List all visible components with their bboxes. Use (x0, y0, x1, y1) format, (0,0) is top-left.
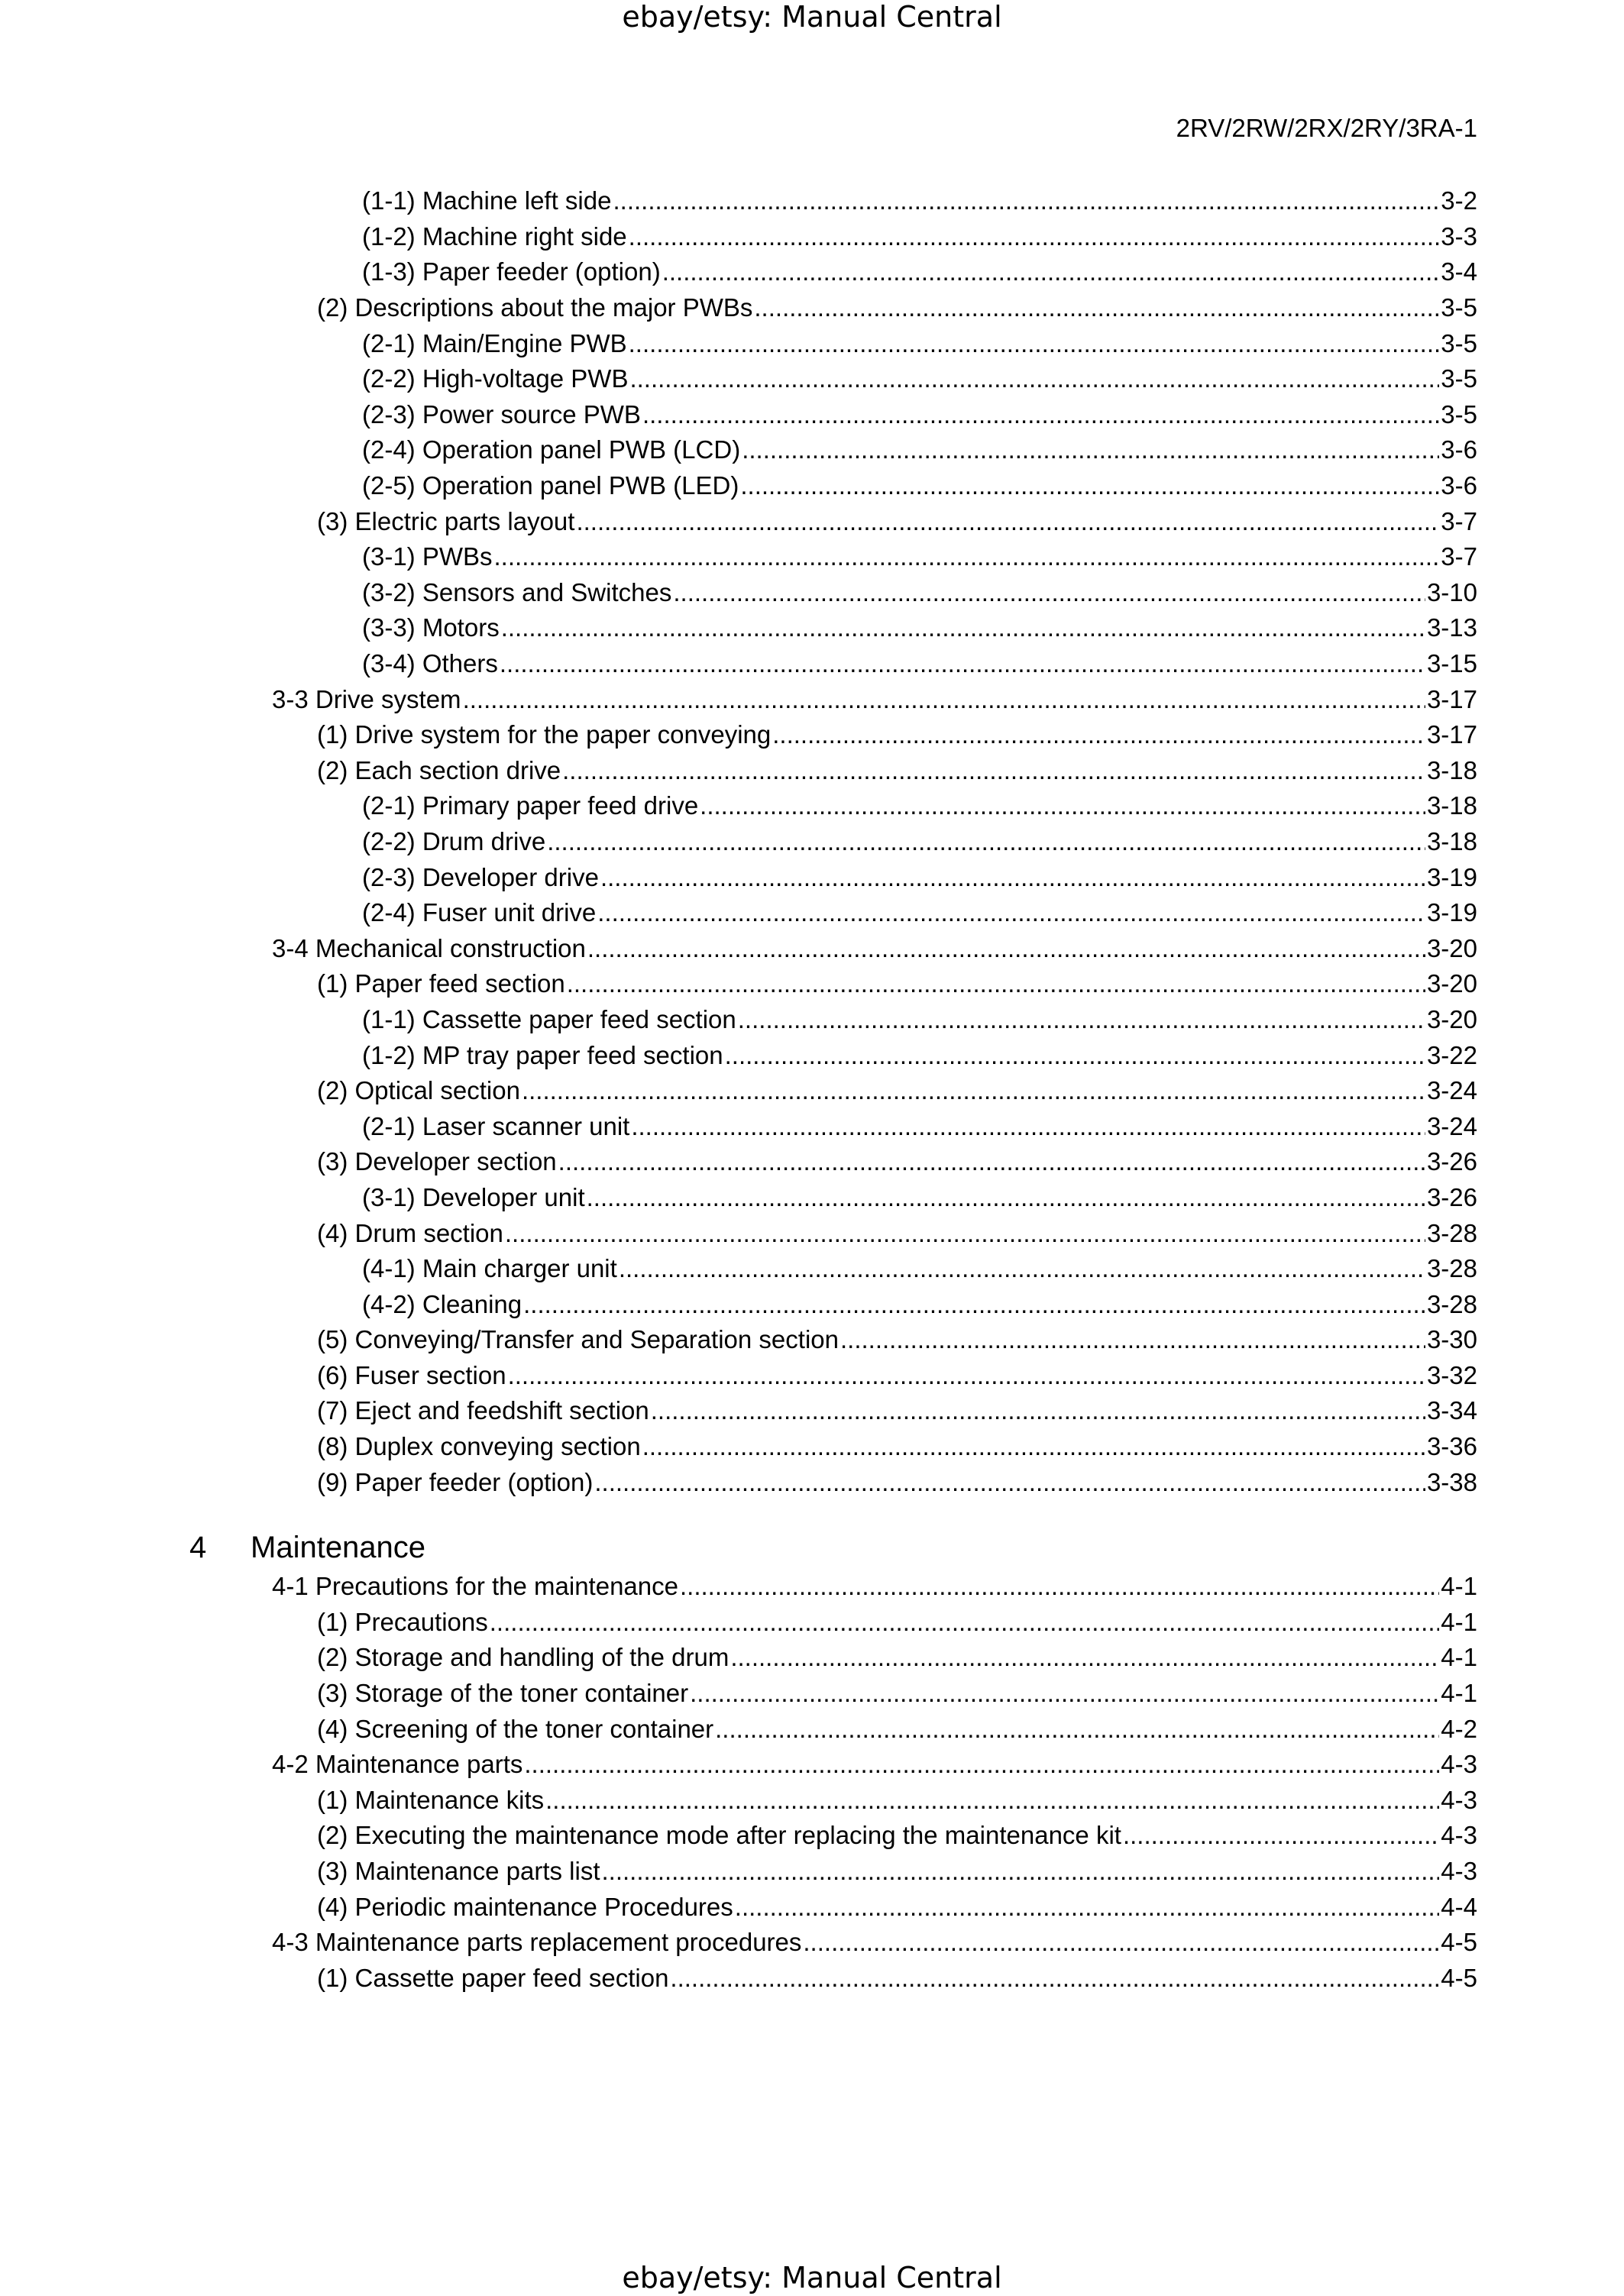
toc-entry (0, 1783, 1624, 1819)
toc-entry-page: 3-20 (1426, 933, 1477, 962)
toc-entry (0, 1358, 1624, 1394)
dot-leader (558, 1146, 1425, 1177)
dot-leader (629, 222, 1440, 252)
toc-entry-page: 3-32 (1426, 1360, 1477, 1389)
toc-entry-title: (4) Periodic maintenance Procedures (317, 1892, 733, 1921)
dot-leader (587, 933, 1425, 964)
toc-entry-page: 3-5 (1441, 364, 1477, 393)
toc-entry-title: (4-2) Cleaning (362, 1289, 522, 1318)
toc-entry-page: 4-3 (1441, 1785, 1477, 1814)
toc-entry-title: (2-1) Laser scanner unit (362, 1111, 630, 1140)
toc-entry (0, 966, 1624, 1002)
toc-entry-title: 4-2 Maintenance parts (272, 1750, 523, 1779)
toc-entry-title: (1) Drive system for the paper conveying (317, 720, 772, 749)
toc-entry-title: 3-4 Mechanical construction (272, 933, 586, 962)
toc-entry-title: (3-3) Motors (362, 613, 500, 642)
toc-entry-title: (8) Duplex conveying section (317, 1432, 641, 1461)
toc-entry-page: 4-2 (1441, 1714, 1477, 1743)
dot-leader (642, 399, 1439, 430)
toc-entry (0, 824, 1624, 860)
toc-entry (0, 361, 1624, 397)
toc-entry-page: 3-13 (1426, 613, 1477, 642)
toc-entry-title: (6) Fuser section (317, 1360, 506, 1389)
dot-leader (587, 1182, 1425, 1213)
toc-entry-title: (3-4) Others (362, 649, 498, 678)
toc-entry (0, 468, 1624, 504)
chapter-heading (0, 1526, 1624, 1569)
chapter-title: Maintenance (251, 1530, 426, 1564)
toc-entry (0, 1747, 1624, 1783)
toc-entry (0, 717, 1624, 753)
dot-leader (602, 1856, 1440, 1887)
toc-entry-title: (1-1) Cassette paper feed section (362, 1004, 736, 1033)
toc-entry (0, 219, 1624, 255)
toc-entry-page: 3-30 (1426, 1325, 1477, 1354)
dot-leader (840, 1324, 1425, 1355)
toc-entry-page: 4-1 (1441, 1679, 1477, 1708)
toc-entry-page: 4-5 (1441, 1928, 1477, 1957)
toc-entry-title: (2) Storage and handling of the drum (317, 1643, 730, 1672)
dot-leader (642, 1431, 1425, 1462)
toc-entry-page: 3-26 (1426, 1182, 1477, 1211)
toc-entry-title: (2-4) Operation panel PWB (LCD) (362, 435, 741, 464)
toc-entry-page: 3-22 (1426, 1040, 1477, 1069)
toc-entry (0, 539, 1624, 575)
toc-entry-page: 3-15 (1426, 649, 1477, 678)
toc-entry-page: 3-18 (1426, 826, 1477, 855)
toc-entry-title: (2) Each section drive (317, 755, 561, 784)
toc-entry (0, 1393, 1624, 1429)
toc-entry (0, 1889, 1624, 1925)
toc-entry-page: 3-20 (1426, 1004, 1477, 1033)
toc-entry-page: 3-18 (1426, 755, 1477, 784)
toc-entry-title: (9) Paper feeder (option) (317, 1467, 594, 1496)
toc-entry (0, 1605, 1624, 1641)
dot-leader (501, 613, 1425, 643)
toc-entry-title: (2-2) Drum drive (362, 826, 546, 855)
toc-entry-page: 3-7 (1441, 542, 1477, 571)
toc-entry (0, 1569, 1624, 1605)
toc-entry-page: 3-28 (1426, 1254, 1477, 1283)
toc-entry (0, 1251, 1624, 1287)
dot-leader (463, 684, 1425, 715)
dot-leader (600, 862, 1425, 893)
toc-entry (0, 183, 1624, 219)
toc-entry (0, 1429, 1624, 1465)
toc-entry-title: (1-1) Machine left side (362, 186, 612, 215)
toc-entry-page: 3-28 (1426, 1218, 1477, 1247)
toc-entry-title: (2) Executing the maintenance mode after replacing the maintenance kit (317, 1821, 1121, 1850)
toc-entry (0, 432, 1624, 468)
toc-entry-page: 3-28 (1426, 1289, 1477, 1318)
toc-entry-title: (2-1) Main/Engine PWB (362, 328, 627, 357)
toc-entry (0, 859, 1624, 895)
toc-entry-page: 4-3 (1441, 1821, 1477, 1850)
toc-entry (0, 646, 1624, 682)
dot-leader (651, 1395, 1425, 1426)
toc-entry (0, 503, 1624, 539)
watermark-top: ebay/etsy: Manual Central (622, 0, 1002, 34)
toc-entry (0, 1037, 1624, 1073)
toc-entry-title: (2-3) Power source PWB (362, 399, 641, 428)
toc-entry (0, 1925, 1624, 1961)
toc-entry-title: (1) Cassette paper feed section (317, 1963, 669, 1992)
toc-section-4-entries (0, 1569, 1624, 1996)
dot-leader (500, 648, 1425, 679)
toc-entry-page: 3-5 (1441, 399, 1477, 428)
toc-entry-page: 3-34 (1426, 1396, 1477, 1425)
dot-leader (619, 1253, 1425, 1284)
toc-entry-title: (2-3) Developer drive (362, 862, 599, 891)
toc-entry (0, 895, 1624, 931)
toc-entry-title: (3-1) Developer unit (362, 1182, 585, 1211)
toc-entry-title: (1-3) Paper feeder (option) (362, 257, 661, 286)
toc-entry-page: 3-6 (1441, 435, 1477, 464)
dot-leader (670, 1963, 1439, 1994)
dot-leader (524, 1749, 1439, 1780)
toc-entry-title: (2-5) Operation panel PWB (LED) (362, 471, 739, 500)
dot-leader (508, 1360, 1425, 1391)
toc-entry-title: (3-1) PWBs (362, 542, 493, 571)
toc-entry (0, 930, 1624, 966)
toc-entry-title: (2-2) High-voltage PWB (362, 364, 629, 393)
dot-leader (613, 186, 1439, 216)
toc-entry-page: 3-10 (1426, 577, 1477, 606)
toc-entry-page: 4-1 (1441, 1572, 1477, 1601)
toc-entry-page: 3-19 (1426, 898, 1477, 927)
dot-leader (690, 1678, 1439, 1709)
dot-leader (629, 364, 1439, 394)
toc-entry-title: (1) Maintenance kits (317, 1785, 545, 1814)
toc-entry (0, 290, 1624, 326)
toc-entry-page: 3-17 (1426, 684, 1477, 713)
chapter-number: 4 (189, 1530, 207, 1564)
toc-entry (0, 254, 1624, 290)
toc-entry-page: 3-26 (1426, 1147, 1477, 1176)
dot-leader (740, 471, 1439, 501)
toc-entry-title: (4) Screening of the toner container (317, 1714, 714, 1743)
toc-entry-title: (4) Drum section (317, 1218, 503, 1247)
toc-entry-title: (4-1) Main charger unit (362, 1254, 617, 1283)
dot-leader (490, 1607, 1440, 1638)
toc-entry (0, 1073, 1624, 1109)
toc-entry (0, 1180, 1624, 1216)
toc-entry-title: (2-4) Fuser unit drive (362, 898, 597, 927)
dot-leader (700, 791, 1425, 821)
toc-entry (0, 1144, 1624, 1180)
dot-leader (715, 1714, 1439, 1745)
toc-entry-page: 3-17 (1426, 720, 1477, 749)
toc-entry-page: 4-1 (1441, 1643, 1477, 1672)
toc-entry-title: 4-3 Maintenance parts replacement procedures (272, 1928, 802, 1957)
toc-entry (0, 1464, 1624, 1500)
toc-entry-page: 3-3 (1441, 222, 1477, 251)
toc-entry (0, 397, 1624, 433)
toc-entry-page: 3-36 (1426, 1432, 1477, 1461)
dot-leader (631, 1111, 1425, 1142)
dot-leader (505, 1218, 1425, 1249)
dot-leader (754, 293, 1439, 323)
toc-entry-title: (5) Conveying/Transfer and Separation section (317, 1325, 839, 1354)
dot-leader (725, 1040, 1425, 1071)
toc-entry-title: (3) Electric parts layout (317, 506, 575, 535)
toc-entry-page: 3-4 (1441, 257, 1477, 286)
toc-entry (0, 1961, 1624, 1997)
dot-leader (597, 897, 1425, 928)
toc-entry (0, 1002, 1624, 1038)
toc-entry-title: (1) Precautions (317, 1607, 488, 1636)
toc-entry-page: 4-4 (1441, 1892, 1477, 1921)
dot-leader (772, 720, 1425, 750)
toc-entry (0, 1108, 1624, 1144)
toc-entry-title: (3-2) Sensors and Switches (362, 577, 672, 606)
toc-entry (0, 325, 1624, 361)
toc-entry-title: (2) Optical section (317, 1076, 520, 1105)
toc-entry-title: (3) Storage of the toner container (317, 1679, 689, 1708)
dot-leader (803, 1927, 1439, 1958)
toc-entry (0, 681, 1624, 717)
watermark-bottom: ebay/etsy: Manual Central (622, 2261, 1002, 2294)
dot-leader (523, 1289, 1425, 1320)
toc-entry (0, 1676, 1624, 1712)
toc-entry-title: (7) Eject and feedshift section (317, 1396, 649, 1425)
toc-entry-page: 4-5 (1441, 1963, 1477, 1992)
toc-entry-page: 4-3 (1441, 1750, 1477, 1779)
toc-entry (0, 1215, 1624, 1251)
toc-entry-page: 3-24 (1426, 1111, 1477, 1140)
dot-leader (673, 577, 1425, 608)
dot-leader (742, 435, 1439, 465)
toc-entry-title: (1-2) MP tray paper feed section (362, 1040, 723, 1069)
toc-entry-title: (1-2) Machine right side (362, 222, 627, 251)
dot-leader (567, 969, 1425, 999)
dot-leader (1123, 1820, 1439, 1851)
toc-entry (0, 1322, 1624, 1358)
toc-entry-page: 3-38 (1426, 1467, 1477, 1496)
toc-entry-title: 3-3 Drive system (272, 684, 461, 713)
toc-entry-title: (1) Paper feed section (317, 969, 565, 998)
toc-entry-page: 3-5 (1441, 328, 1477, 357)
toc-entry-page: 3-7 (1441, 506, 1477, 535)
dot-leader (680, 1571, 1439, 1602)
table-of-contents (0, 183, 1624, 1996)
toc-entry-page: 3-5 (1441, 293, 1477, 322)
dot-leader (547, 826, 1425, 857)
toc-entry (0, 753, 1624, 789)
toc-entry-title: (2-1) Primary paper feed drive (362, 791, 699, 820)
toc-entry (0, 1640, 1624, 1676)
toc-entry-page: 4-3 (1441, 1857, 1477, 1886)
toc-entry-page: 3-19 (1426, 862, 1477, 891)
toc-entry-page: 3-2 (1441, 186, 1477, 215)
dot-leader (522, 1075, 1425, 1106)
dot-leader (545, 1785, 1439, 1816)
toc-entry-page: 3-6 (1441, 471, 1477, 500)
toc-entry (0, 788, 1624, 824)
toc-entry-page: 3-24 (1426, 1076, 1477, 1105)
dot-leader (738, 1004, 1425, 1035)
toc-entry-page: 3-20 (1426, 969, 1477, 998)
toc-entry-title: (3) Maintenance parts list (317, 1857, 600, 1886)
dot-leader (629, 328, 1440, 359)
document-code: 2RV/2RW/2RX/2RY/3RA-1 (1176, 114, 1477, 142)
toc-entry (0, 1711, 1624, 1747)
toc-section-3-entries (0, 183, 1624, 1500)
toc-entry-page: 4-1 (1441, 1607, 1477, 1636)
toc-entry-page: 3-18 (1426, 791, 1477, 820)
dot-leader (494, 542, 1440, 572)
toc-entry-title: 4-1 Precautions for the maintenance (272, 1572, 678, 1601)
toc-entry-title: (3) Developer section (317, 1147, 557, 1176)
dot-leader (576, 506, 1439, 537)
dot-leader (562, 755, 1425, 786)
toc-entry (0, 1854, 1624, 1890)
dot-leader (662, 257, 1440, 287)
toc-entry (0, 575, 1624, 611)
toc-entry (0, 1818, 1624, 1854)
toc-entry (0, 1286, 1624, 1322)
dot-leader (730, 1642, 1439, 1673)
toc-entry (0, 610, 1624, 646)
toc-entry-title: (2) Descriptions about the major PWBs (317, 293, 753, 322)
dot-leader (735, 1892, 1440, 1922)
dot-leader (594, 1467, 1425, 1498)
